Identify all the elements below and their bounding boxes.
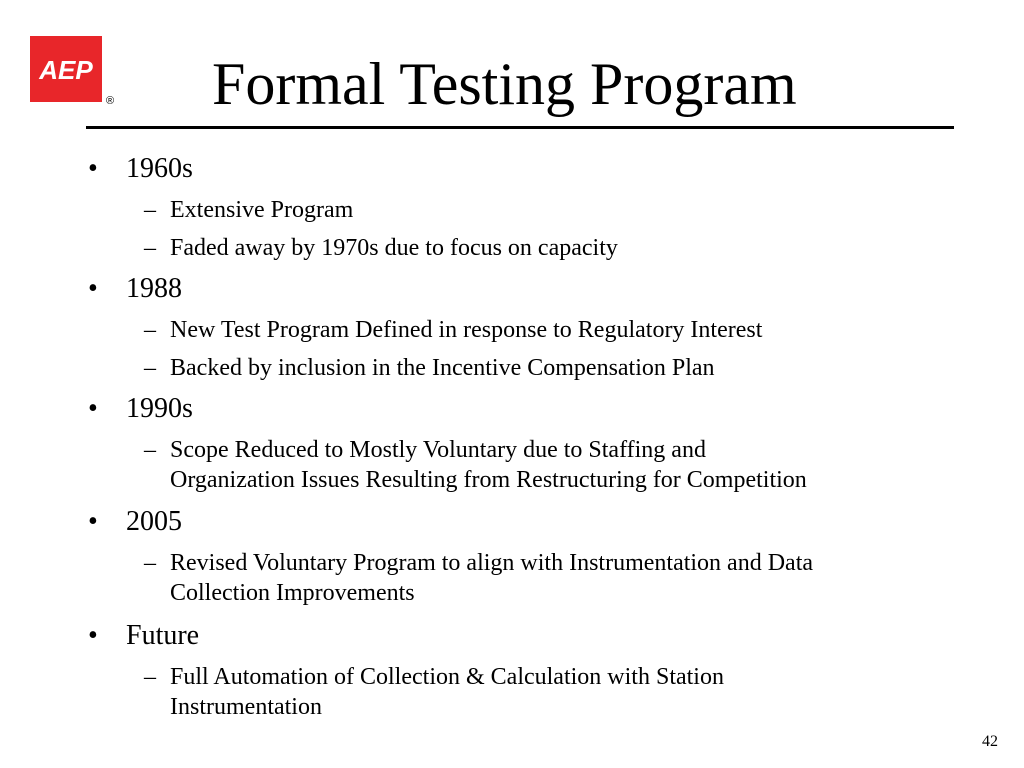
sub-bullet-text: Extensive Program: [170, 197, 354, 223]
sub-bullet-marker: –: [144, 550, 156, 576]
sub-bullet-text: Faded away by 1970s due to focus on capacity: [170, 235, 618, 261]
bullet-label: 1988: [126, 273, 182, 304]
bullet-marker: •: [88, 273, 98, 304]
sub-bullet-text: New Test Program Defined in response to Regulatory Interest: [170, 317, 763, 343]
sub-bullet-marker: –: [144, 355, 156, 381]
sub-bullet-text: Backed by inclusion in the Incentive Compensation Plan: [170, 355, 715, 381]
sub-bullet-text: Collection Improvements: [170, 580, 415, 606]
bullet-marker: •: [88, 393, 98, 424]
bullet-label: Future: [126, 620, 200, 651]
sub-bullet-marker: –: [144, 664, 156, 690]
bullet-label: 1960s: [126, 153, 193, 184]
sub-bullet-text: Full Automation of Collection & Calculation with Station: [170, 664, 724, 690]
bullet-label: 1990s: [126, 393, 193, 424]
sub-bullet-text: Instrumentation: [170, 694, 322, 720]
bullet-marker: •: [88, 153, 98, 184]
sub-bullet-marker: –: [144, 317, 156, 343]
sub-bullet-text: Revised Voluntary Program to align with Instrumentation and Data: [170, 550, 814, 576]
sub-bullet-text: Organization Issues Resulting from Restructuring for Competition: [170, 467, 807, 493]
sub-bullet-marker: –: [144, 235, 156, 261]
sub-bullet-marker: –: [144, 437, 156, 463]
aep-logo-text: AEP: [39, 55, 93, 85]
sub-bullet-text: Scope Reduced to Mostly Voluntary due to Staffing and: [170, 437, 706, 463]
slide-title: Formal Testing Program: [212, 51, 797, 117]
sub-bullet-marker: –: [144, 197, 156, 223]
bullet-marker: •: [88, 620, 98, 651]
aep-logo-registered: ®: [105, 95, 115, 107]
bullet-marker: •: [88, 506, 98, 537]
page-number: 42: [982, 733, 998, 750]
bullet-label: 2005: [126, 506, 182, 537]
